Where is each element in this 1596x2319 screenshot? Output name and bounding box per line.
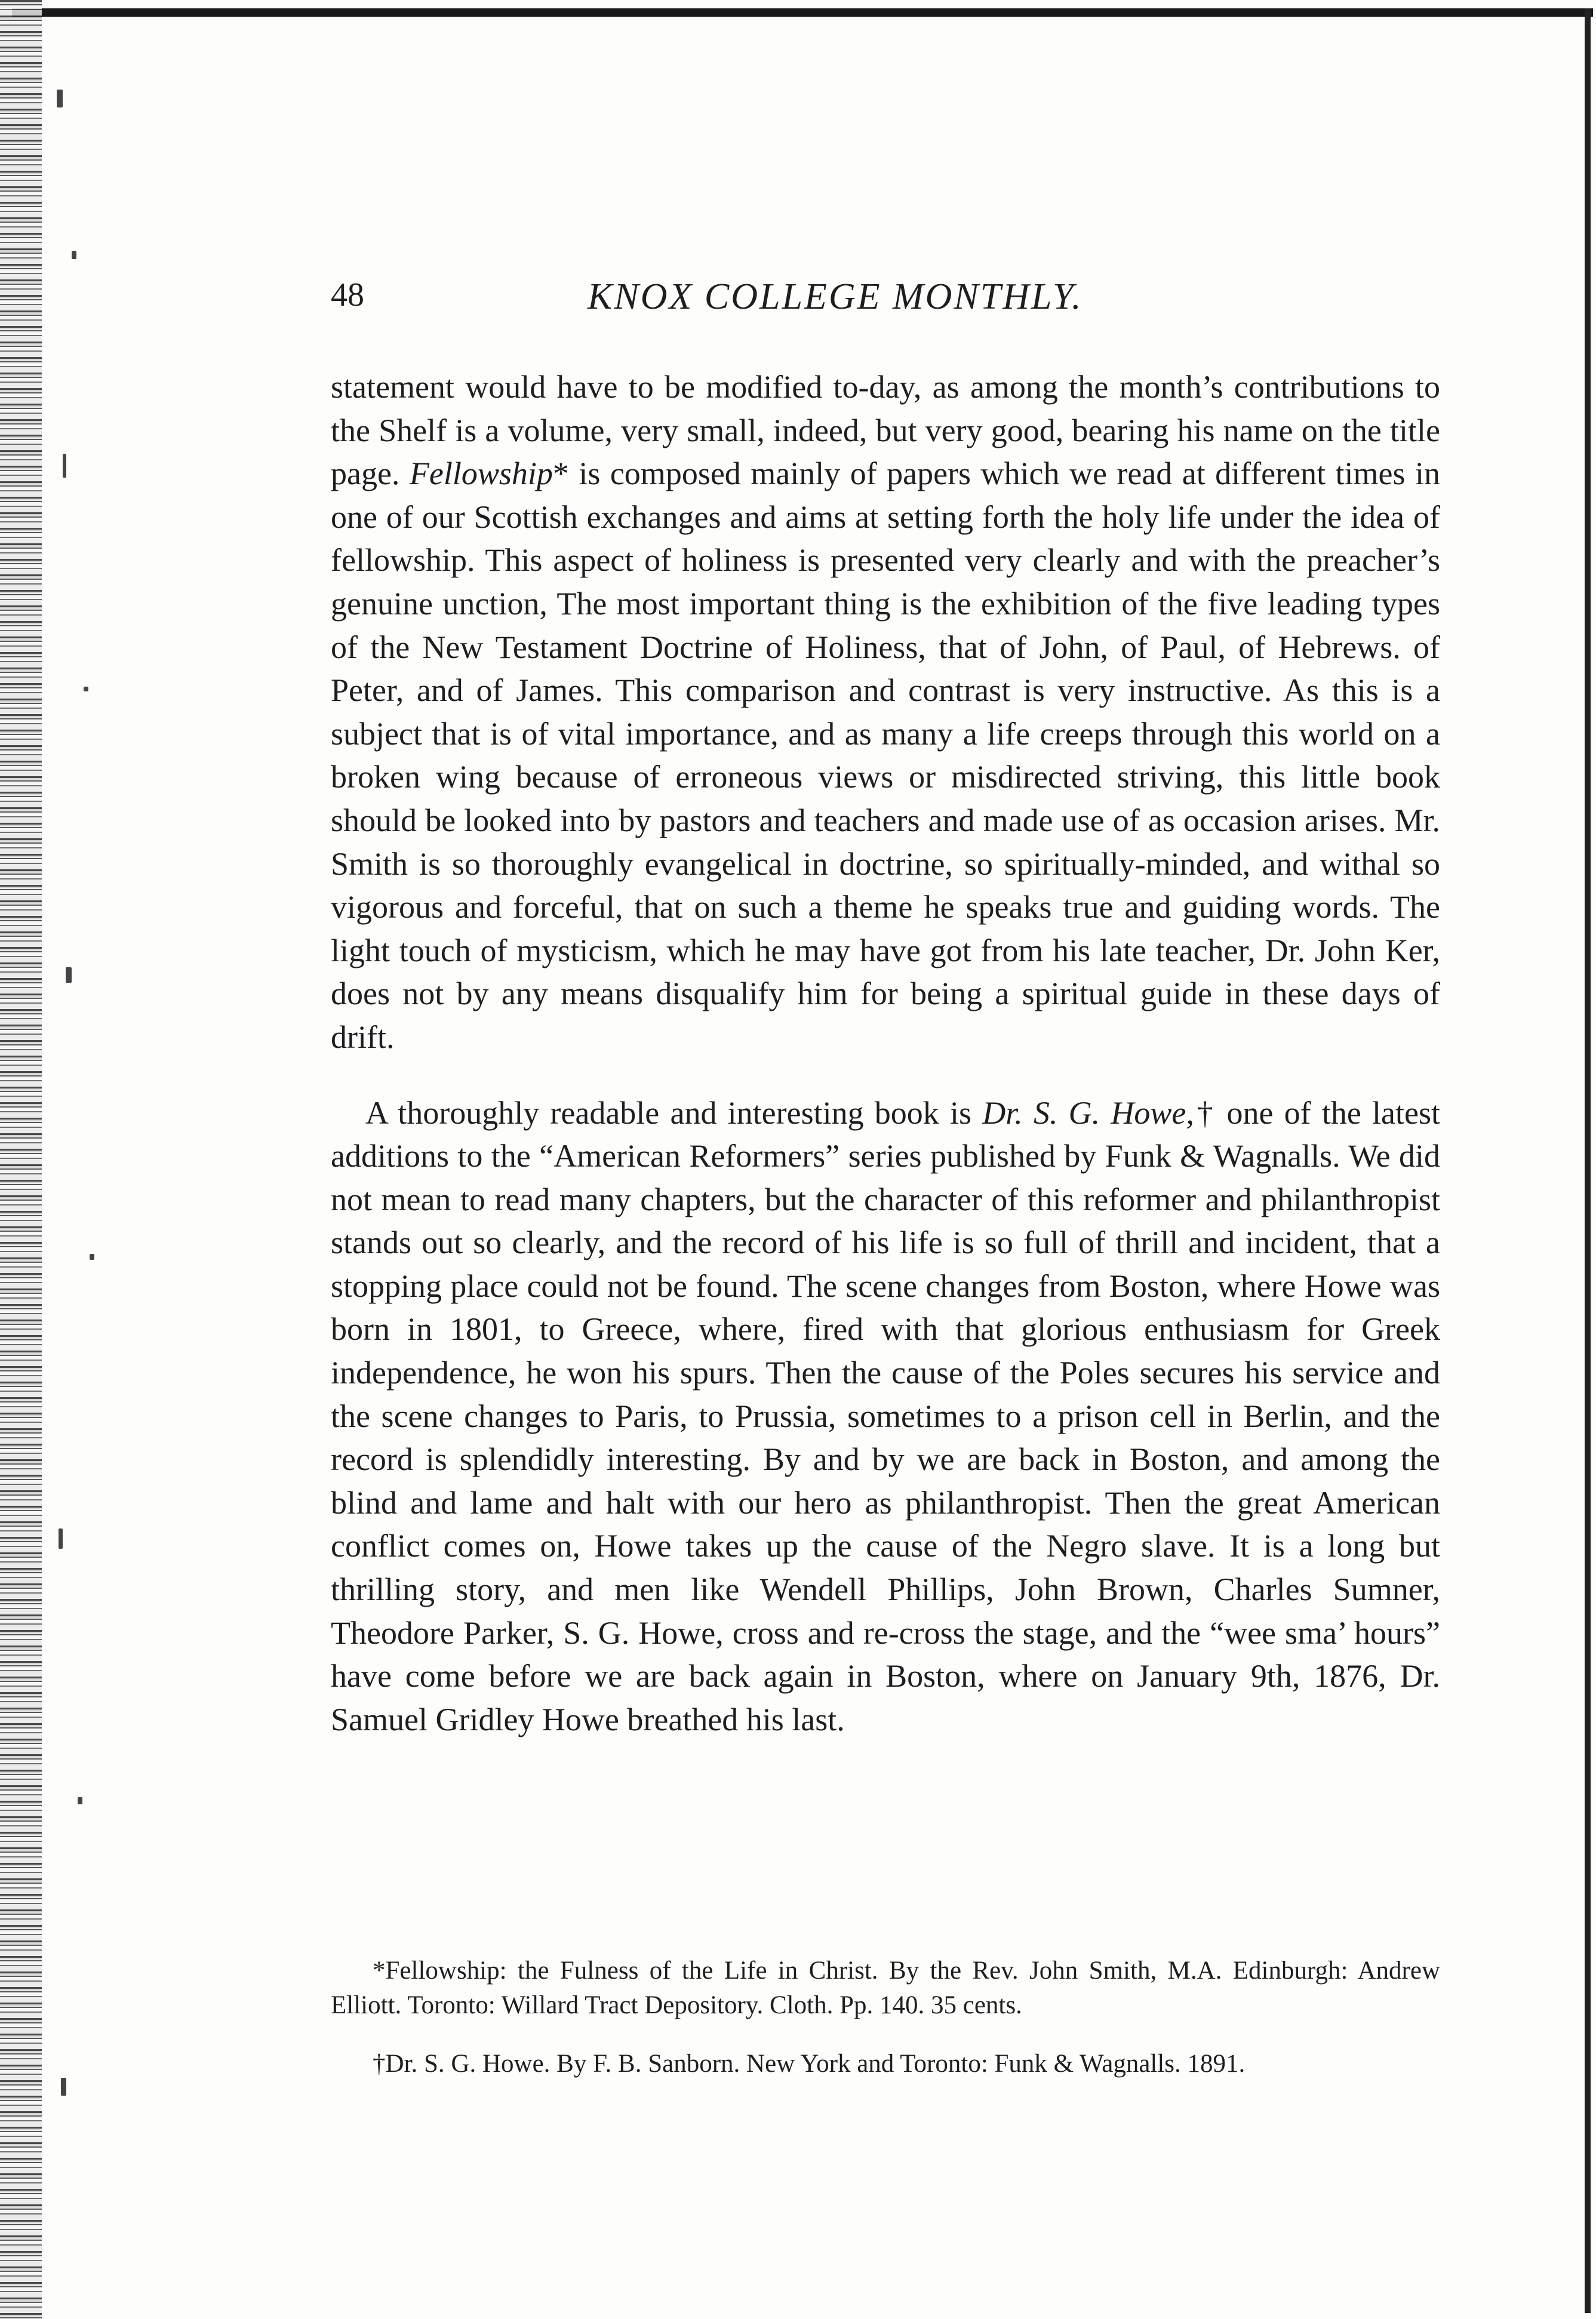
binding-edge <box>0 0 104 2319</box>
top-border-rule <box>12 8 1593 17</box>
right-border-rule <box>1585 8 1591 2313</box>
binding-speck <box>59 1528 63 1549</box>
footnote-fellowship: *Fellowship: the Fulness of the Life in Christ. By the Rev. John Smith, M.A. Edinburgh: Andrew Elliott. Toronto: Willard Tract Depository. Cloth. Pp. 140. 35 cents. <box>331 1957 1440 2019</box>
footnote-mark: † <box>1194 1094 1216 1131</box>
page-header <box>331 276 1465 330</box>
binding-speck <box>66 967 72 983</box>
paragraph-text: statement would have to be modified to-day, as among the month’s contributions to the Shelf is a volume, very small, indeed, but very good, bearing his name on the title page. <box>331 369 1440 492</box>
article-body <box>331 365 1440 1741</box>
binding-speck <box>57 90 63 107</box>
paragraph-fellowship-review <box>331 365 1440 1059</box>
paragraph-text: is composed mainly of papers which we read at different times in one of our Scottish exchanges and aims at setting forth the holy life under the idea of fellowship. This aspect of holiness is presented very clearly and with the preacher’s genuine unction, The most important thing is the exhibition of the five leading types of the New Testament Doctrine of Holiness, that of John, of Paul, of Hebrews. of Peter, and of James. This comparison and contrast is very instructive. As this is a subject that is of vital importance, and as many a life creeps through this world on a broken wing because of erroneous views or misdirected striving, this little book should be looked into by pastors and teachers and made use of as occasion arises. Mr. Smith is so thoroughly evangelical in doctrine, so spiritually-minded, and withal so vigorous and forceful, that on such a theme he speaks true and guiding words. The light touch of mysticism, which he may have got from his late teacher, Dr. John Ker, does not by any means disqualify him for being a spiritual guide in these days of drift. <box>331 456 1441 1055</box>
paragraph-text: A thoroughly readable and interesting book is <box>365 1094 983 1131</box>
book-title: Dr. S. G. Howe, <box>982 1094 1194 1131</box>
binding-speck <box>72 251 76 259</box>
binding-speck <box>90 1254 94 1260</box>
running-title: KNOX COLLEGE MONTHLY. <box>588 276 1083 317</box>
paragraph-text: one of the latest additions to the “American Reformers” series published by Funk & Wagnalls. We did not mean to read many chapters, but the character of this reformer and philanthropist stands out so clearly, and the record of his life is so full of thrill and incident, that a stopping place could not be found. The scene changes from Boston, where Howe was born in 1801, to Greece, where, fired with that glorious enthusiasm for Greek independence, he won his spurs. Then the cause of the Poles secures his service and the scene changes to Paris, to Prussia, sometimes to a prison cell in Berlin, and the record is splendidly interesting. By and by we are back in Boston, and among the blind and lame and halt with our hero as philanthropist. Then the great American conflict comes on, Howe takes up the cause of the Negro slave. It is a long but thrilling story, and men like Wendell Phillips, John Brown, Charles Sumner, Theodore Parker, S. G. Howe, cross and re-cross the stage, and the “wee sma’ hours” have come before we are back again in Boston, where on January 9th, 1876, Dr. Samuel Gridley Howe breathed his last. <box>331 1094 1440 1737</box>
book-title: Fellowship <box>409 456 553 492</box>
footnotes <box>331 1954 1440 2081</box>
footnote-mark: * <box>552 456 569 492</box>
binding-speck <box>84 687 88 691</box>
binding-speck <box>63 454 66 478</box>
binding-strip <box>0 0 42 2319</box>
footnote-howe: †Dr. S. G. Howe. By F. B. Sanborn. New York and Toronto: Funk & Wagnalls. 1891. <box>373 2050 1246 2078</box>
paragraph-howe-review <box>331 1091 1440 1742</box>
page-number: 48 <box>331 276 364 313</box>
binding-speck <box>61 2078 66 2096</box>
binding-speck <box>78 1797 82 1804</box>
